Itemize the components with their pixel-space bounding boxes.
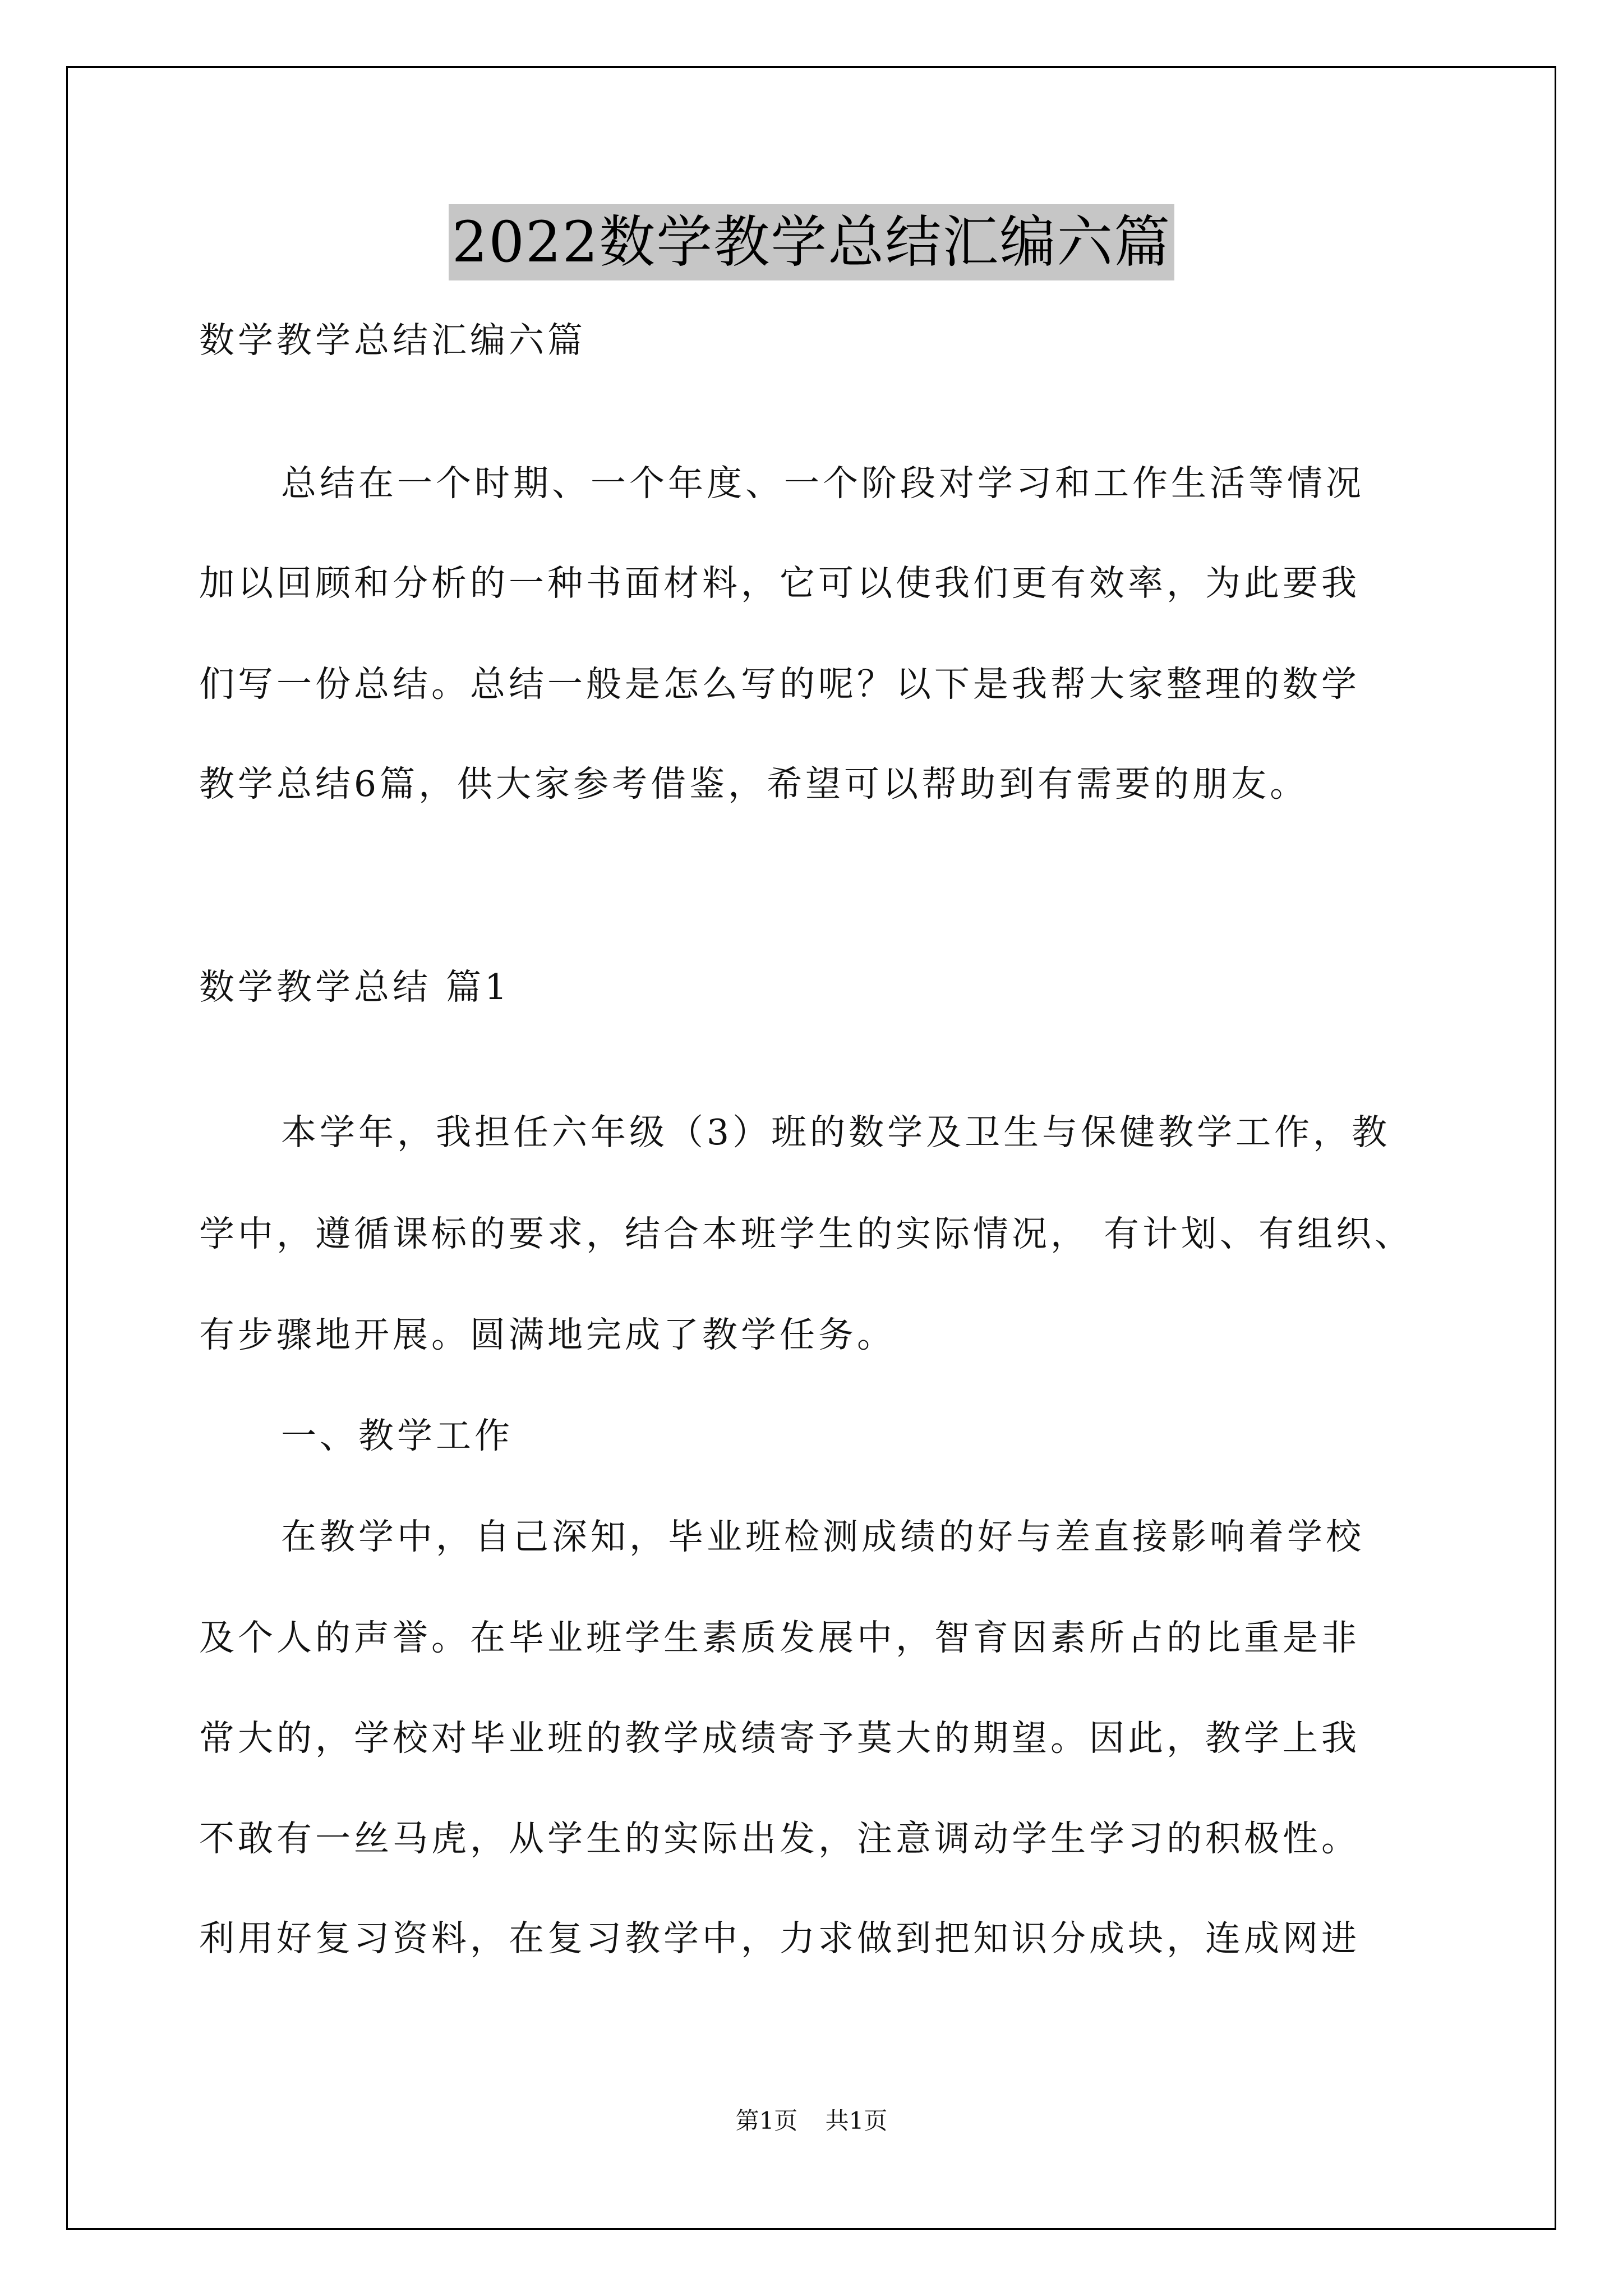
paragraph-line: 在教学中，自己深知，毕业班检测成绩的好与差直接影响着学校: [281, 1516, 1364, 1557]
subsection-heading: 一、教学工作: [281, 1415, 513, 1456]
document-title: 2022数学教学总结汇编六篇: [449, 204, 1175, 280]
paragraph-line: 学中，遵循课标的要求，结合本班学生的实际情况， 有计划、有组织、: [199, 1213, 1414, 1254]
section-heading: 数学教学总结 篇1: [199, 967, 511, 1007]
subtitle-line: 数学教学总结汇编六篇: [199, 320, 586, 361]
paragraph-line: 常大的，学校对毕业班的教学成绩寄予莫大的期望。因此，教学上我: [199, 1718, 1360, 1759]
paragraph-line: 及个人的声誉。在毕业班学生素质发展中，智育因素所占的比重是非: [199, 1617, 1360, 1658]
paragraph-line: 不敢有一丝马虎，从学生的实际出发，注意调动学生学习的积极性。: [199, 1818, 1360, 1859]
paragraph-line: 加以回顾和分析的一种书面材料，它可以使我们更有效率，为此要我: [199, 563, 1360, 604]
title-container: [0, 204, 1623, 280]
paragraph-line: 教学总结6篇，供大家参考借鉴，希望可以帮助到有需要的朋友。: [199, 763, 1309, 804]
page-footer: [0, 2102, 1623, 2136]
paragraph-line: 利用好复习资料，在复习教学中，力求做到把知识分成块，连成网进: [199, 1918, 1360, 1959]
page-total: 共1页: [825, 2107, 888, 2134]
page-number: 第1页: [735, 2107, 798, 2134]
paragraph-line: 总结在一个时期、一个年度、一个阶段对学习和工作生活等情况: [281, 463, 1364, 504]
paragraph-line: 们写一份总结。总结一般是怎么写的呢？以下是我帮大家整理的数学: [199, 664, 1360, 705]
paragraph-line: 有步骤地开展。圆满地完成了教学任务。: [199, 1314, 896, 1355]
paragraph-line: 本学年，我担任六年级（3）班的数学及卫生与保健教学工作，教: [281, 1112, 1391, 1153]
